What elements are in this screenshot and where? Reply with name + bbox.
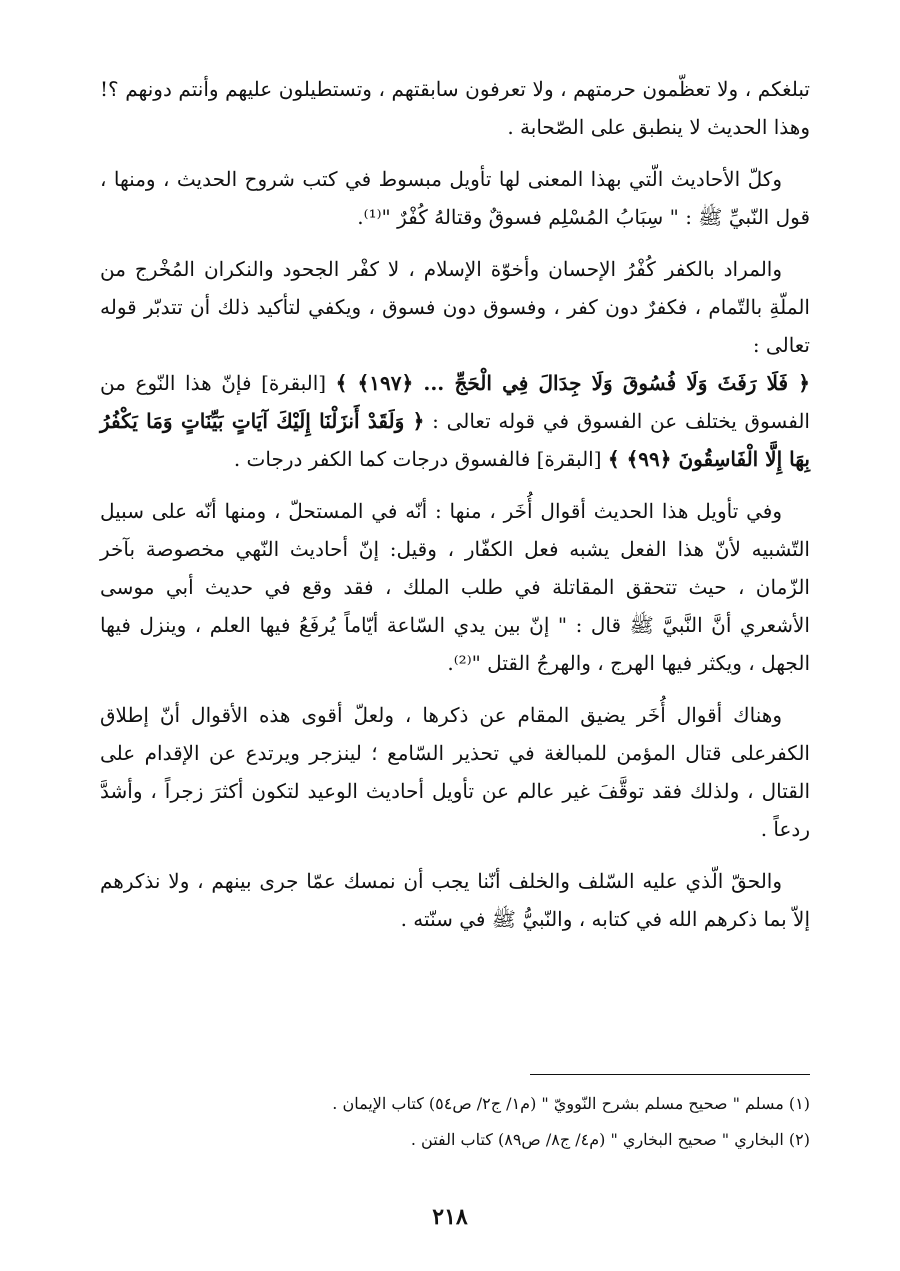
footnote: (١) مسلم " صحيح مسلم بشرح النّوويّ " (م١/ ج٢/ ص٥٤) كتاب الإيمان .: [332, 1094, 810, 1113]
footnotes: [100, 1086, 810, 1158]
page-number: ٢١٨: [432, 1204, 468, 1230]
paragraph: والمراد بالكفر كُفْرُ الإحسان وأخوّة الإسلام ، لا كفْر الجحود والنكران المُخْرج من الملّةِ بالتّمام ، فكفرٌ دون كفر ، وفسوق دون فسوق ، ويكفي لتأكيد ذلك أن تتدبّر قوله تعالى :: [100, 257, 810, 357]
paragraph: وفي تأويل هذا الحديث أقوال أُخَر ، منها : أنّه في المستحلّ ، ومنها أنّه على سبيل التّشبيه لأنّ هذا الفعل يشبه فعل الكفّار ، وقيل: إنّ أحاديث النّهي مخصوصة بآخر الزّمان ، حيث تتحقق المقاتلة في طلب الملك ، فقد وقع في حديث أبي موسى الأشعري أنَّ النَّبيَّ ﷺ قال : " إنّ بين يدي السّاعة أيّاماً يُرفَعُ فيها العلم ، وينزل فيها الجهل ، ويكثر فيها الهرج ، والهرجُ القتل "⁽²⁾.: [100, 499, 810, 675]
footnote-divider: [530, 1074, 810, 1075]
quran-paragraph: [100, 364, 810, 478]
paragraph-text: [البقرة] فإنّ هذا النّوع من الفسوق يختلف عن الفسوق في قوله تعالى :: [100, 371, 810, 433]
paragraph: وهناك أقوال أُخَر يضيق المقام عن ذكرها ، ولعلّ أقوى هذه الأقوال أنّ إطلاق الكفرعلى قتال المؤمن للمبالغة في تحذير السّامع ؛ لينزجر ويرتدع عن الإقدام على القتال ، ولذلك فقد توقَّفَ غير عالم عن تأويل أحاديث الوعيد لتكون أكثرَ زجراً ، وأشدَّ ردعاً .: [100, 703, 810, 841]
footnote: (٢) البخاري " صحيح البخاري " (م٤/ ج٨/ ص٨٩) كتاب الفتن .: [410, 1130, 810, 1149]
paragraph: وكلّ الأحاديث الّتي بهذا المعنى لها تأويل مبسوط في كتب شروح الحديث ، ومنها ، قول النّبيِّ ﷺ : " سِبَابُ المُسْلِم فسوقٌ وقتالهُ كُفْرٌ "⁽¹⁾.: [100, 167, 810, 229]
quran-verse: ﴿ فَلَا رَفَثَ وَلَا فُسُوقَ وَلَا جِدَالَ فِي الْحَجِّ ... ﴿١٩٧﴾ ﴾: [335, 371, 810, 395]
paragraph: تبلغكم ، ولا تعظّمون حرمتهم ، ولا تعرفون سابقتهم ، وتستطيلون عليهم وأنتم دونهم ؟! وهذا الحديث لا ينطبق على الصّحابة .: [100, 77, 810, 139]
paragraph: والحقّ الّذي عليه السّلف والخلف أنّنا يجب أن نمسك عمّا جرى بينهم ، ولا نذكرهم إلاّ بما ذكرهم الله في كتابه ، والنّبيُّ ﷺ في سنّته .: [100, 869, 810, 931]
paragraph-text: [البقرة] فالفسوق درجات كما الكفر درجات .: [233, 447, 608, 471]
page-body: [100, 70, 810, 952]
quran-verse: ﴿ وَلَقَدْ أَنزَلْنَا إِلَيْكَ آيَاتٍ بَيِّنَاتٍ وَمَا يَكْفُرُ بِهَا إِلَّا الْفَاسِقُونَ ﴿٩٩﴾ ﴾: [100, 409, 810, 471]
